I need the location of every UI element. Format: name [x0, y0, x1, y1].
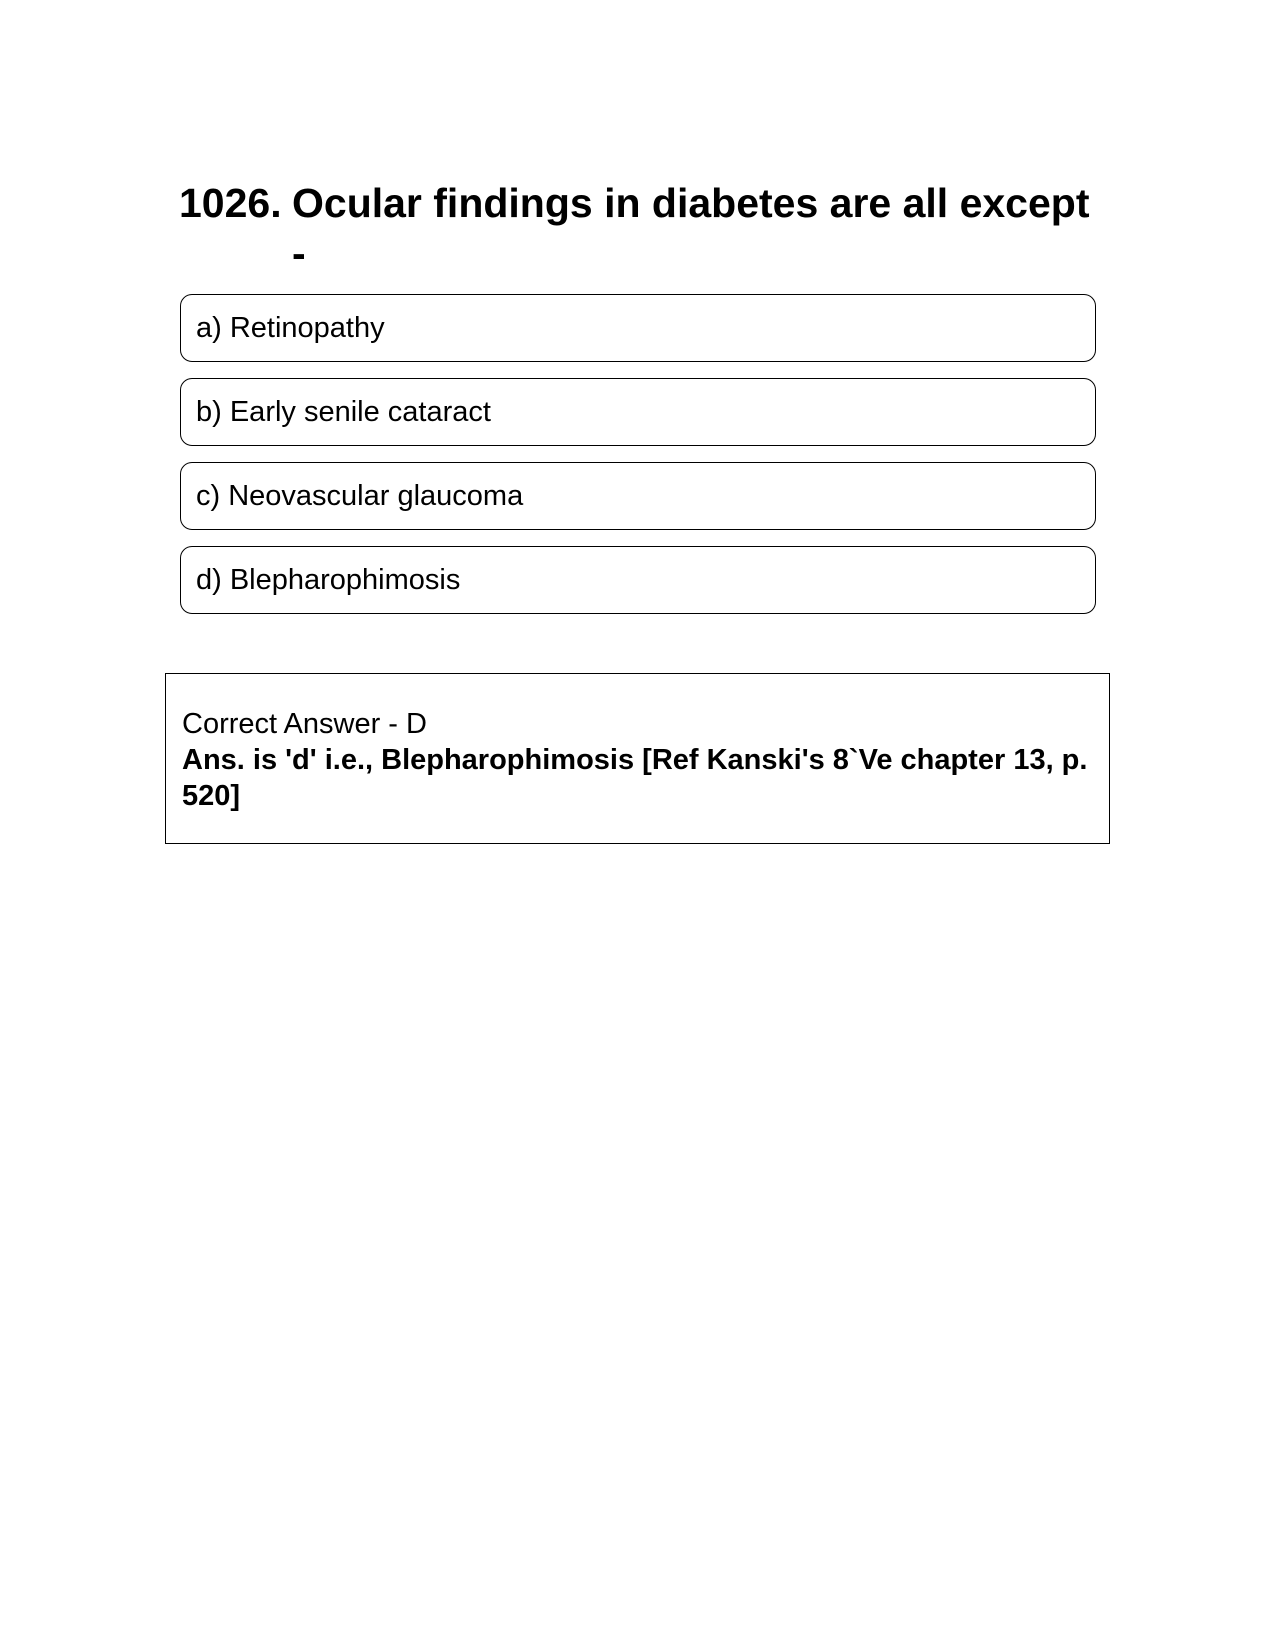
question-text: Ocular findings in diabetes are all except -	[292, 180, 1090, 276]
option-a[interactable]	[180, 294, 1096, 362]
option-c[interactable]	[180, 462, 1096, 530]
option-d-label: d) Blepharophimosis	[196, 563, 461, 596]
option-b-label: b) Early senile cataract	[196, 395, 491, 428]
question-number: 1026.	[179, 180, 282, 226]
options-list	[180, 294, 1096, 630]
option-d[interactable]	[180, 546, 1096, 614]
correct-answer: Correct Answer - D	[182, 708, 427, 740]
option-b[interactable]	[180, 378, 1096, 446]
answer-explanation: Ans. is 'd' i.e., Blepharophimosis [Ref Kanski's 8`Ve chapter 13, p. 520]	[182, 744, 1088, 812]
answer-box	[165, 673, 1110, 844]
option-c-label: c) Neovascular glaucoma	[196, 479, 524, 512]
option-a-label: a) Retinopathy	[196, 311, 385, 344]
question-heading	[179, 178, 1099, 278]
